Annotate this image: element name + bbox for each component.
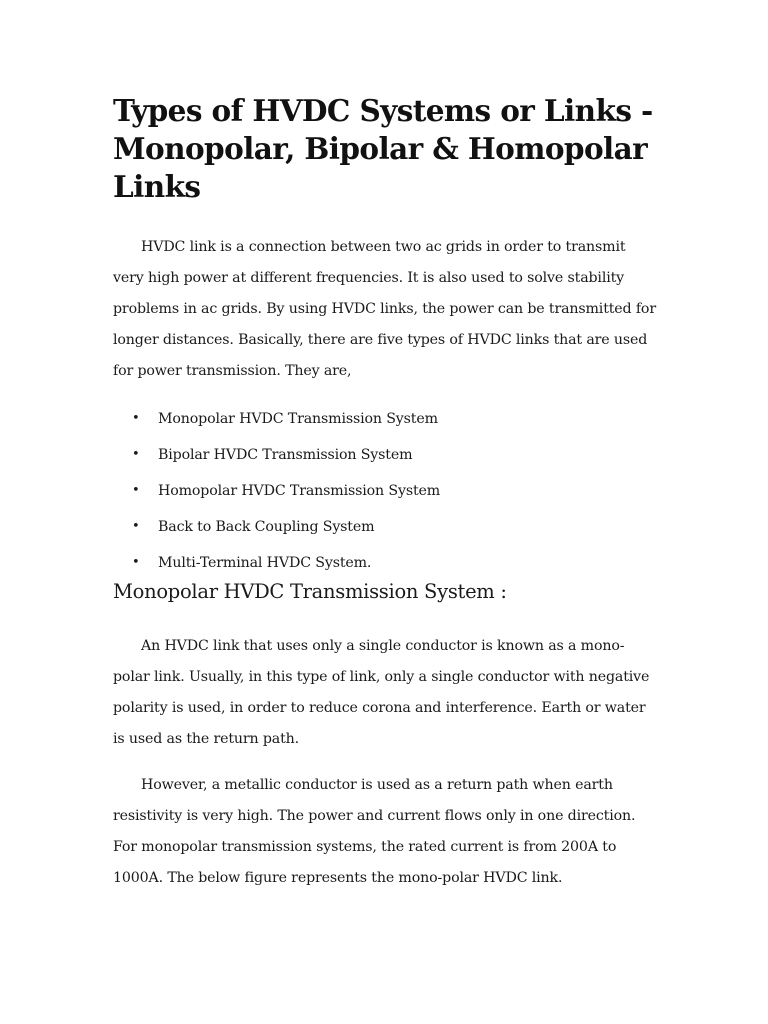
list-item-text: Back to Back Coupling System bbox=[158, 519, 375, 535]
bullet-icon: • bbox=[132, 447, 140, 462]
monopolar-paragraph-1: An HVDC link that uses only a single conductor is known as a mono-polar link. Usually, in this type of link, only a single conductor with negative polarity is used, in order to reduce corona and interference. Earth or water is used as the return path. bbox=[113, 638, 650, 747]
bullet-icon: • bbox=[132, 555, 140, 570]
intro-paragraph: HVDC link is a connection between two ac grids in order to transmit very high power at different frequencies. It is also used to solve stability problems in ac grids. By using HVDC links, the power can be transmitted for longer distances. Basically, there are five types of HVDC links that are used for power transmission. They are, bbox=[113, 239, 656, 379]
bullet-icon: • bbox=[132, 519, 140, 534]
list-item-text: Multi-Terminal HVDC System. bbox=[158, 555, 372, 571]
list-item bbox=[113, 473, 658, 509]
link-types-list bbox=[113, 401, 658, 581]
list-item-text: Homopolar HVDC Transmission System bbox=[158, 483, 441, 499]
document-page bbox=[113, 92, 658, 894]
bullet-icon: • bbox=[132, 483, 140, 498]
list-item bbox=[113, 545, 658, 581]
list-item bbox=[113, 401, 658, 437]
section-heading-monopolar: Monopolar HVDC Transmission System : bbox=[113, 580, 507, 603]
list-item bbox=[113, 437, 658, 473]
list-item-text: Monopolar HVDC Transmission System bbox=[158, 411, 438, 427]
monopolar-paragraph-2: However, a metallic conductor is used as a return path when earth resistivity is very high. The power and current flows only in one direction. For monopolar transmission systems, the rated current is from 200A to 1000A. The below figure represents the mono-polar HVDC link. bbox=[113, 777, 636, 886]
list-item bbox=[113, 509, 658, 545]
bullet-icon: • bbox=[132, 411, 140, 426]
list-item-text: Bipolar HVDC Transmission System bbox=[158, 447, 413, 463]
document-title: Types of HVDC Systems or Links - Monopolar, Bipolar & Homopolar Links bbox=[113, 93, 653, 204]
